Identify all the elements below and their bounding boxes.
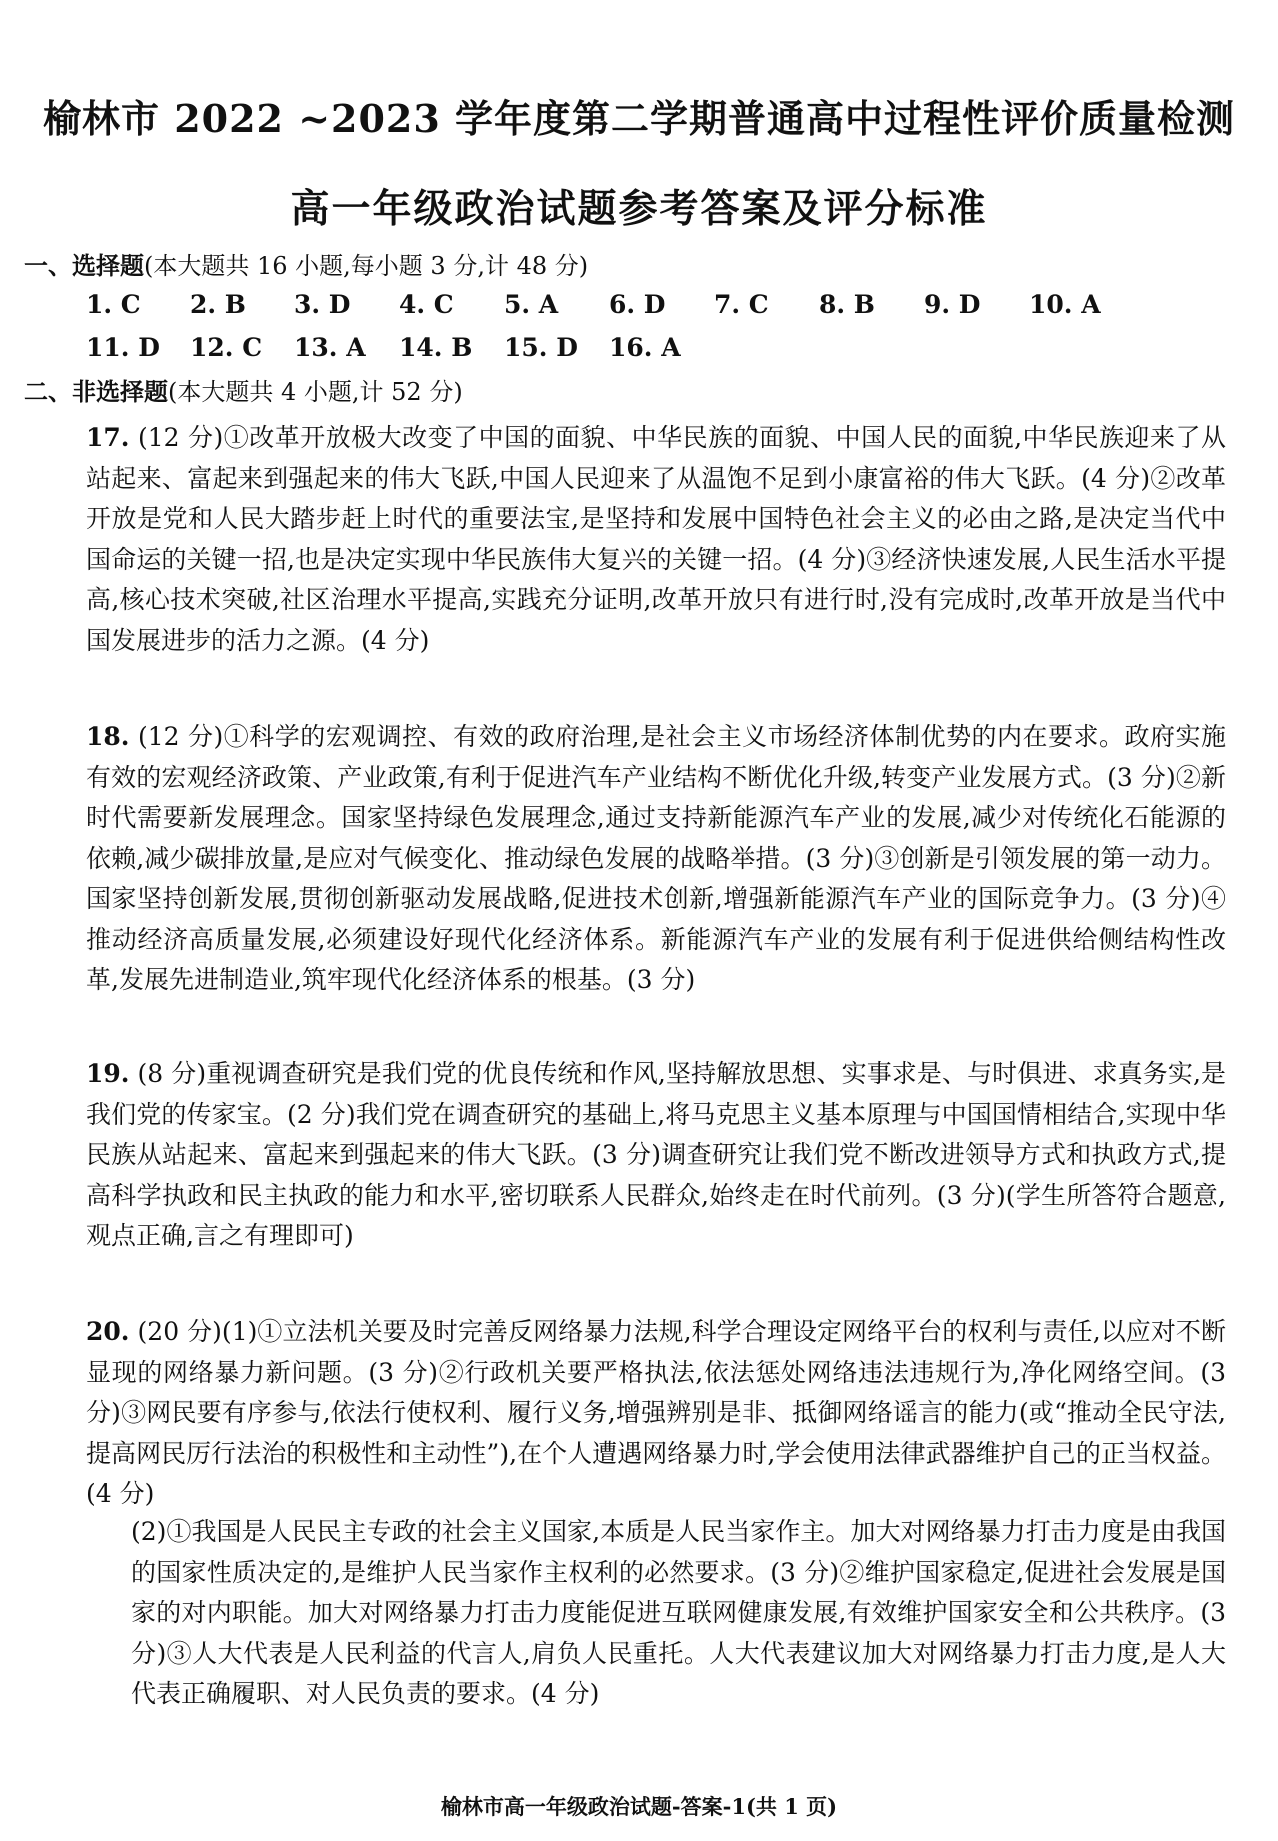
section-nonchoice-heading	[24, 372, 463, 407]
answer-item: 7. C	[714, 290, 769, 319]
answer-item: 16. A	[609, 333, 681, 362]
answer-item: 4. C	[399, 290, 454, 319]
question-19-answer	[86, 1054, 1226, 1257]
question-answer-text: (20 分)(1)①立法机关要及时完善反网络暴力法规,科学合理设定网络平台的权利与责任,以应对不断显现的网络暴力新问题。(3 分)②行政机关要严格执法,依法惩处网络违法违规行为,净化网络空间。(3 分)③网民要有序参与,依法行使权利、履行义务,增强辨别是非、抵御网络谣言的能力(或“推动全民守法,提高网民厉行法治的积极性和主动性”),在个人遭遇网络暴力时,学会使用法律武器维护自己的正当权益。(4 分)	[86, 1317, 1227, 1508]
question-answer-text: (12 分)①改革开放极大改变了中国的面貌、中华民族的面貌、中国人民的面貌,中华民族迎来了从站起来、富起来到强起来的伟大飞跃,中国人民迎来了从温饱不足到小康富裕的伟大飞跃。(4 分)②改革开放是党和人民大踏步赶上时代的重要法宝,是坚持和发展中国特色社会主义的必由之路,是决定当代中国命运的关键一招,也是决定实现中华民族伟大复兴的关键一招。(4 分)③经济快速发展,人民生活水平提高,核心技术突破,社区治理水平提高,实践充分证明,改革开放只有进行时,没有完成时,改革开放是当代中国发展进步的活力之源。(4 分)	[86, 423, 1227, 655]
answer-item: 11. D	[86, 333, 160, 362]
answer-item: 10. A	[1029, 290, 1101, 319]
answer-item: 6. D	[609, 290, 666, 319]
question-answer-text: (8 分)重视调查研究是我们党的优良传统和作风,坚持解放思想、实事求是、与时俱进、求真务实,是我们党的传家宝。(2 分)我们党在调查研究的基础上,将马克思主义基本原理与中国国情相结合,实现中华民族从站起来、富起来到强起来的伟大飞跃。(3 分)调查研究让我们党不断改进领导方式和执政方式,提高科学执政和民主执政的能力和水平,密切联系人民群众,始终走在时代前列。(3 分)(学生所答符合题意,观点正确,言之有理即可)	[86, 1059, 1226, 1250]
answer-item: 13. A	[294, 333, 366, 362]
exam-title: 榆林市 2022 ~2023 学年度第二学期普通高中过程性评价质量检测	[42, 96, 1236, 141]
question-20-part2-answer: (2)①我国是人民民主专政的社会主义国家,本质是人民当家作主。加大对网络暴力打击力度是由我国的国家性质决定的,是维护人民当家作主权利的必然要求。(3 分)②维护国家稳定,促进社会发展是国家的对内职能。加大对网络暴力打击力度能促进互联网健康发展,有效维护国家安全和公共秩序。(3 分)③人大代表是人民利益的代言人,肩负人民重托。人大代表建议加大对网络暴力打击力度,是人大代表正确履职、对人民负责的要求。(4 分)	[131, 1517, 1226, 1708]
question-number: 18.	[86, 722, 130, 751]
section-choice-note: (本大题共 16 小题,每小题 3 分,计 48 分)	[144, 252, 589, 280]
answer-item: 9. D	[924, 290, 981, 319]
section-choice-heading	[24, 246, 588, 281]
answer-item: 8. B	[819, 290, 875, 319]
answer-item: 1. C	[86, 290, 141, 319]
section-nonchoice-title: 二、非选择题	[24, 377, 168, 406]
question-number: 17.	[86, 423, 130, 452]
answer-item: 14. B	[399, 333, 473, 362]
question-18-answer	[86, 717, 1226, 1001]
question-number: 19.	[86, 1059, 130, 1088]
question-answer-text: (12 分)①科学的宏观调控、有效的政府治理,是社会主义市场经济体制优势的内在要求。政府实施有效的宏观经济政策、产业政策,有利于促进汽车产业结构不断优化升级,转变产业发展方式。(3 分)②新时代需要新发展理念。国家坚持绿色发展理念,通过支持新能源汽车产业的发展,减少对传统化石能源的依赖,减少碳排放量,是应对气候变化、推动绿色发展的战略举措。(3 分)③创新是引领发展的第一动力。国家坚持创新发展,贯彻创新驱动发展战略,促进技术创新,增强新能源汽车产业的国际竞争力。(3 分)④推动经济高质量发展,必须建设好现代化经济体系。新能源汽车产业的发展有利于促进供给侧结构性改革,发展先进制造业,筑牢现代化经济体系的根基。(3 分)	[86, 722, 1227, 994]
section-nonchoice-note: (本大题共 4 小题,计 52 分)	[168, 378, 463, 406]
section-choice-title: 一、选择题	[24, 251, 144, 280]
question-number: 20.	[86, 1317, 130, 1346]
answer-item: 5. A	[504, 290, 559, 319]
question-17-answer	[86, 418, 1226, 661]
answer-item: 2. B	[190, 290, 246, 319]
question-20-answer	[86, 1312, 1226, 1515]
answer-item: 15. D	[504, 333, 578, 362]
page-footer: 榆林市高一年级政治试题-答案-1(共 1 页)	[440, 1794, 838, 1819]
exam-subtitle: 高一年级政治试题参考答案及评分标准	[290, 186, 988, 232]
answer-item: 12. C	[190, 333, 263, 362]
answer-item: 3. D	[294, 290, 351, 319]
